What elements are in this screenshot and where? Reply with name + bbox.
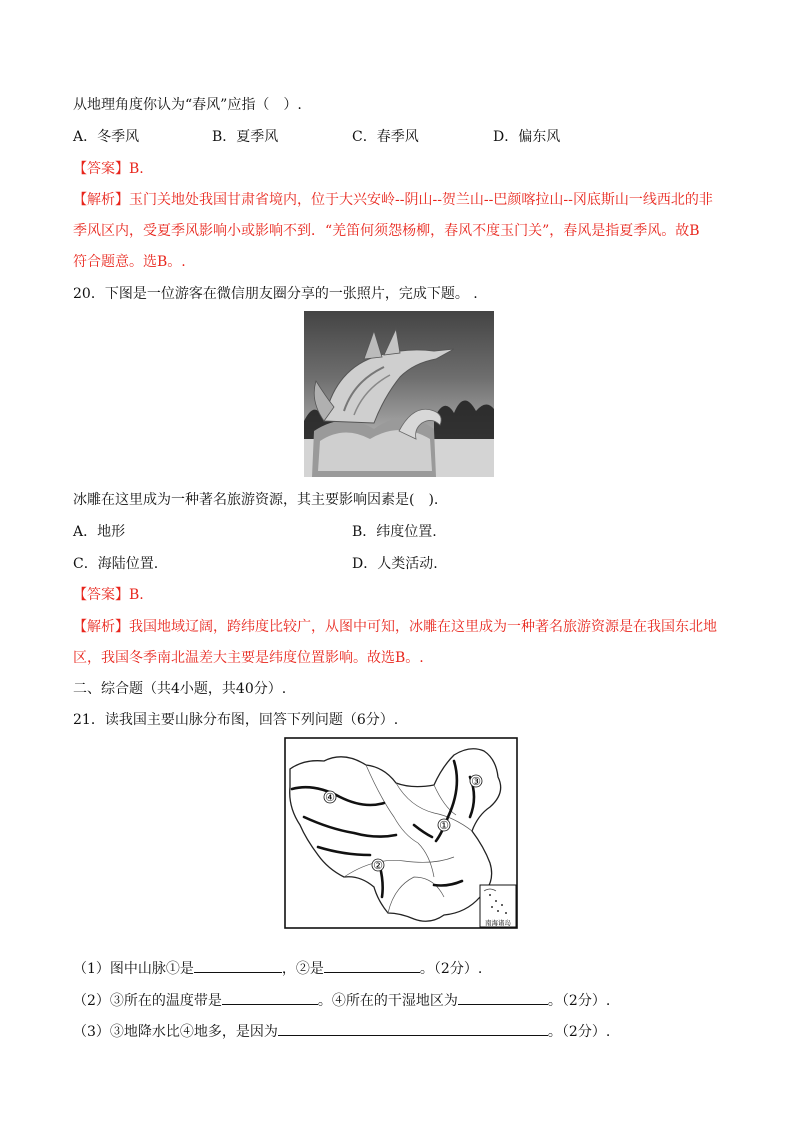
q20-analysis-line-2: 区，我国冬季南北温差大主要是纬度位置影响。故选B。. [73,650,424,666]
map-inset-label: 南海诸岛 [485,919,511,927]
q21-sub-2-text-a: （2）③所在的温度带是 [73,993,222,1009]
china-map-drawing [284,737,521,933]
q19-analysis-line-2: 季风区内，受夏季风影响小或影响不到．“羌笛何须怨杨柳，春风不度玉门关”，春风是指夏季风。故B [73,223,700,239]
q21-sub-1-text-c: 。（2分）. [419,961,483,977]
q20-option-a: A．地形 [73,524,126,540]
q21-sub-3-text-a: （3）③地降水比④地多，是因为 [73,1024,278,1040]
q20-analysis-text-1: 我国地域辽阔，跨纬度比较广，从图中可知，冰雕在这里成为一种著名旅游资源是在我国东北地 [129,619,717,635]
q19-analysis-text-1: 玉门关地处我国甘肃省境内，位于大兴安岭--阴山--贺兰山--巴颜喀拉山--冈底斯山一线西北的非 [129,192,713,208]
q20-option-c: C．海陆位置. [73,556,159,572]
map-marker-2: ② [373,859,383,872]
q20-stem: 20．下图是一位游客在微信朋友圈分享的一张照片，完成下题。 . [73,286,478,302]
q21-sub-2-text-b: 。④所在的干湿地区为 [317,993,458,1009]
q21-sub-3-blank-1[interactable] [278,1021,548,1036]
section-title: 二、综合题（共4小题，共40分）. [73,681,287,697]
q21-sub-2-blank-2[interactable] [458,990,548,1005]
q19-analysis-line-1 [73,190,713,210]
q21-sub-1-blank-1[interactable] [194,958,282,973]
q20-analysis-line-1 [73,617,717,637]
q21-sub-2-blank-1[interactable] [222,990,318,1005]
q21-sub-1-blank-2[interactable] [324,958,420,973]
q19-option-d: D．偏东风 [493,129,561,145]
q21-stem: 21．读我国主要山脉分布图，回答下列问题（6分）. [73,712,399,728]
q19-analysis-line-3: 符合题意。选B。. [73,254,186,270]
q20-analysis-tag: 【解析】 [73,619,129,635]
ice-sculpture-photo [304,311,494,477]
q19-stem: 从地理角度你认为“春风”应指（ ）. [73,97,302,113]
q20-answer: 【答案】B. [73,587,144,603]
q21-sub-2 [73,990,610,1011]
q21-sub-1-text-b: ，②是 [281,961,324,977]
map-marker-4: ④ [325,791,335,804]
q19-analysis-tag: 【解析】 [73,192,129,208]
q19-option-b: B．夏季风 [212,129,279,145]
ice-sculpture-image [304,311,494,477]
q21-sub-3-text-c: 。（2分）. [547,1024,611,1040]
q21-sub-3 [73,1021,610,1042]
map-marker-3: ③ [471,775,481,788]
map-marker-1: ① [439,819,449,832]
q20-question: 冰雕在这里成为一种著名旅游资源，其主要影响因素是( ). [73,492,439,508]
q20-option-d: D．人类活动. [352,556,438,572]
q21-sub-2-text-c: 。（2分）. [547,993,611,1009]
china-mountains-map [284,737,521,933]
q21-sub-1 [73,958,482,979]
q21-sub-1-text-a: （1）图中山脉①是 [73,961,194,977]
q19-option-a: A．冬季风 [73,129,140,145]
q20-option-b: B．纬度位置. [352,524,437,540]
q19-option-c: C．春季风 [352,129,419,145]
q19-answer: 【答案】B. [73,161,144,177]
